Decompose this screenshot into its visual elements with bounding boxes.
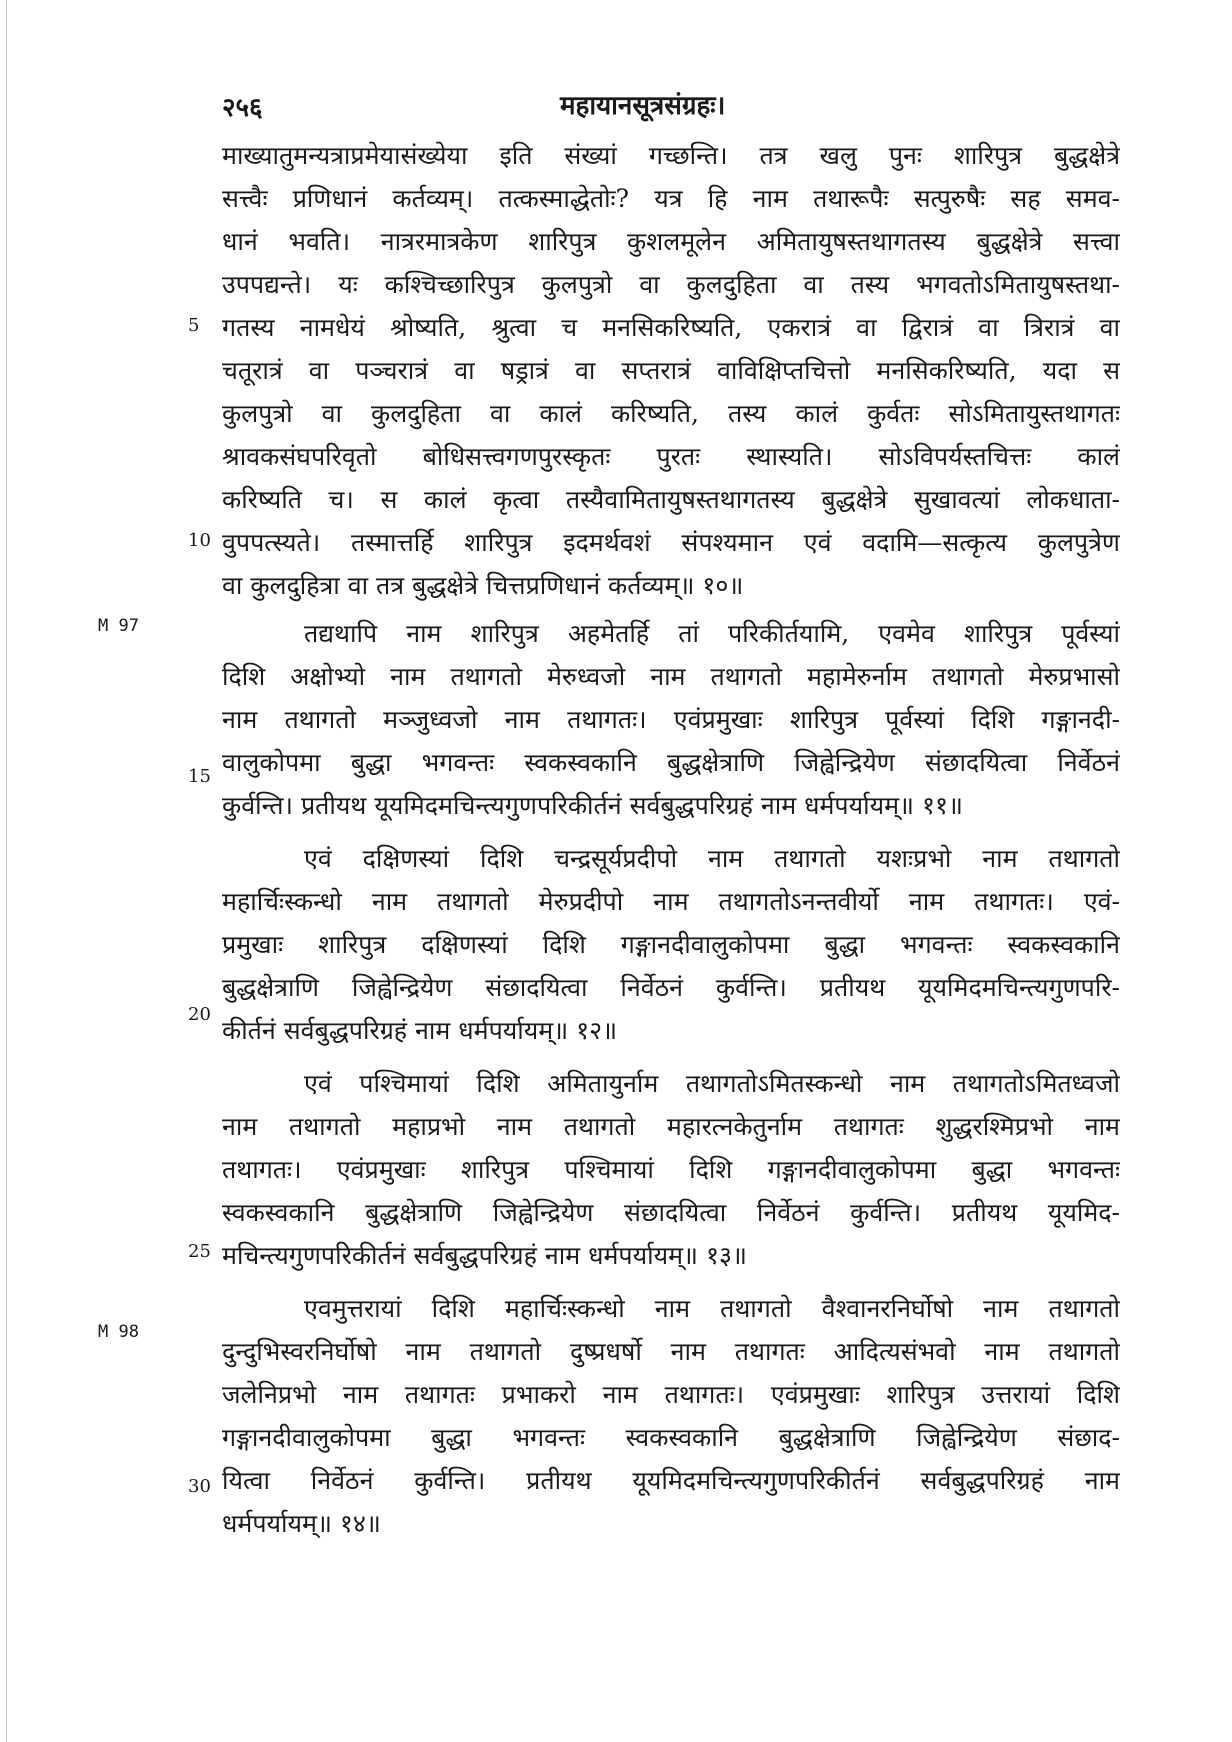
text-line: धर्मपर्यायम्॥ १४॥ [222,1509,381,1538]
text-line: मचिन्त्यगुणपरिकीर्तनं सर्वबुद्धपरिग्रहं नाम धर्मपर्यायम्॥ १३॥ [222,1241,747,1270]
text-line: वालुकोपमा बुद्धा भगवन्तः स्वकस्वकानि बुद्धक्षेत्राणि जिह्वेन्द्रियेण संछादयित्वा निर्वेठनं [222,748,1120,777]
text-line: श्रावकसंघपरिवृतो बोधिसत्त्वगणपुरस्कृतः पुरतः स्थास्यति। सोऽविपर्यस्तचित्तः कालं [222,442,1120,471]
text-line: धानं भवति। नात्ररमात्रकेण शारिपुत्र कुशलमूलेन अमितायुषस्तथागतस्य बुद्धक्षेत्रे सत्त्वा [222,227,1120,256]
text-line: एवं पश्चिमायां दिशि अमितायुर्नाम तथागतोऽमितस्कन्धो नाम तथागतोऽमितध्वजो [304,1069,1120,1098]
scan-edge-line [6,0,7,1742]
text-line: यित्वा निर्वेठनं कुर्वन्ति। प्रतीयथ यूयमिदमचिन्त्यगुणपरिकीर्तनं सर्वबुद्धपरिग्रहं नाम [222,1466,1120,1495]
line-number: 25 [188,1241,211,1262]
text-line: स्वकस्वकानि बुद्धक्षेत्राणि जिह्वेन्द्रियेण संछादयित्वा निर्वेठनं कुर्वन्ति। प्रतीयथ यूयमिद- [222,1198,1120,1227]
line-number: 10 [188,530,211,551]
text-line: कुलपुत्रो वा कुलदुहिता वा कालं करिष्यति, तस्य कालं कुर्वतः सोऽमितायुस्तथागतः [222,399,1120,428]
text-line: जलेनिप्रभो नाम तथागतः प्रभाकरो नाम तथागतः। एवंप्रमुखाः शारिपुत्र उत्तरायां दिशि [222,1380,1120,1409]
text-line: बुद्धक्षेत्राणि जिह्वेन्द्रियेण संछादयित्वा निर्वेठनं कुर्वन्ति। प्रतीयथ यूयमिदमचिन्त्यगुणपरि- [222,973,1120,1002]
text-line: एवं दक्षिणस्यां दिशि चन्द्रसूर्यप्रदीपो नाम तथागतो यशःप्रभो नाम तथागतो [304,844,1120,873]
text-line: करिष्यति च। स कालं कृत्वा तस्यैवामितायुषस्तथागतस्य बुद्धक्षेत्रे सुखावत्यां लोकधाता- [222,485,1120,514]
text-line: नाम तथागतो मञ्जुध्वजो नाम तथागतः। एवंप्रमुखाः शारिपुत्र पूर्वस्यां दिशि गङ्गानदी- [222,705,1120,734]
text-line: चतूरात्रं वा पञ्चरात्रं वा षड्रात्रं वा सप्तरात्रं वाविक्षिप्तचित्तो मनसिकरिष्यति, यदा स [222,356,1120,385]
text-line: कीर्तनं सर्वबुद्धपरिग्रहं नाम धर्मपर्यायम्॥ १२॥ [222,1016,618,1045]
text-line: तद्यथापि नाम शारिपुत्र अहमेतर्हि तां परिकीर्तयामि, एवमेव शारिपुत्र पूर्वस्यां [304,619,1120,648]
margin-reference: M 98 [98,1322,139,1342]
line-number: 5 [188,315,200,336]
text-line: गङ्गानदीवालुकोपमा बुद्धा भगवन्तः स्वकस्वकानि बुद्धक्षेत्राणि जिह्वेन्द्रियेण संछाद- [222,1423,1120,1452]
text-line: वा कुलदुहित्रा वा तत्र बुद्धक्षेत्रे चित्तप्रणिधानं कर्तव्यम्॥ १०॥ [222,571,744,600]
running-title: महायानसूत्रसंग्रहः। [560,91,726,121]
text-line: कुर्वन्ति। प्रतीयथ यूयमिदमचिन्त्यगुणपरिकीर्तनं सर्वबुद्धपरिग्रहं नाम धर्मपर्यायम्॥ ११॥ [222,791,963,820]
line-number: 20 [188,1004,211,1025]
text-line: नाम तथागतो महाप्रभो नाम तथागतो महारत्नकेतुर्नाम तथागतः शुद्धरश्मिप्रभो नाम [222,1112,1120,1141]
page-number: २५६ [222,93,263,123]
text-line: प्रमुखाः शारिपुत्र दक्षिणस्यां दिशि गङ्गानदीवालुकोपमा बुद्धा भगवन्तः स्वकस्वकानि [222,930,1120,959]
text-line: वुपपत्स्यते। तस्मात्तर्हि शारिपुत्र इदमर्थवशं संपश्यमान एवं वदामि—सत्कृत्य कुलपुत्रेण [222,528,1120,557]
text-line: गतस्य नामधेयं श्रोष्यति, श्रुत्वा च मनसिकरिष्यति, एकरात्रं वा द्विरात्रं वा त्रिरात्रं वा [222,313,1120,342]
margin-reference: M 97 [98,616,139,636]
text-line: सत्त्वैः प्रणिधानं कर्तव्यम्। तत्कस्माद्धेतोः? यत्र हि नाम तथारूपैः सत्पुरुषैः सह समव- [222,184,1120,213]
text-line: दिशि अक्षोभ्यो नाम तथागतो मेरुध्वजो नाम तथागतो महामेरुर्नाम तथागतो मेरुप्रभासो [222,662,1120,691]
text-line: महार्चिःस्कन्धो नाम तथागतो मेरुप्रदीपो नाम तथागतोऽनन्तवीर्यो नाम तथागतः। एवं- [222,887,1120,916]
text-line: माख्यातुमन्यत्राप्रमेयासंख्येया इति संख्यां गच्छन्ति। तत्र खलु पुनः शारिपुत्र बुद्धक्षेत्रे [222,141,1120,170]
text-line: तथागतः। एवंप्रमुखाः शारिपुत्र पश्चिमायां दिशि गङ्गानदीवालुकोपमा बुद्धा भगवन्तः [222,1155,1120,1184]
text-line: दुन्दुभिस्वरनिर्घोषो नाम तथागतो दुष्प्रधर्षो नाम तथागतः आदित्यसंभवो नाम तथागतो [222,1337,1120,1366]
line-number: 30 [188,1476,211,1497]
text-line: उपपद्यन्ते। यः कश्चिच्छारिपुत्र कुलपुत्रो वा कुलदुहिता वा तस्य भगवतोऽमितायुषस्तथा- [222,270,1120,299]
text-line: एवमुत्तरायां दिशि महार्चिःस्कन्धो नाम तथागतो वैश्वानरनिर्घोषो नाम तथागतो [304,1294,1120,1323]
line-number: 15 [188,766,211,787]
